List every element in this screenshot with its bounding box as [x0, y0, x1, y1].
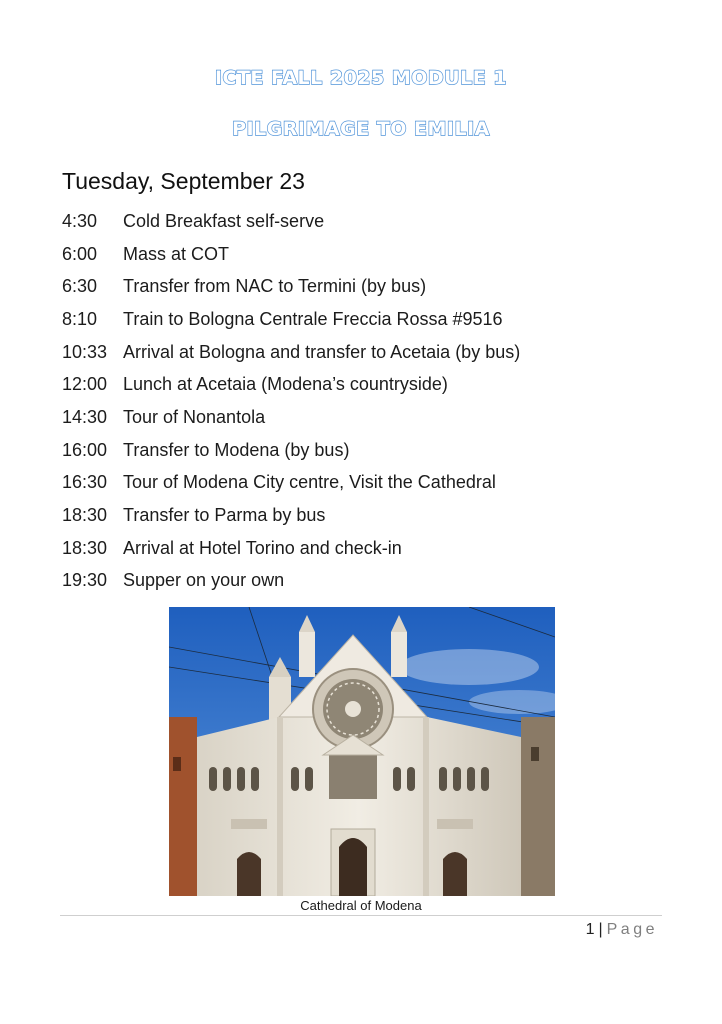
schedule-time: 6:00 — [62, 243, 98, 264]
schedule-time: 12:00 — [62, 374, 108, 395]
footer-divider — [60, 915, 662, 916]
schedule-row — [62, 368, 520, 401]
schedule-activity: Tour of Nonantola — [123, 406, 266, 427]
schedule-activity: Transfer to Modena (by bus) — [123, 439, 350, 460]
schedule-row — [62, 238, 520, 271]
document-title: ICTE FALL 2025 MODULE 1 — [214, 67, 508, 89]
schedule-activity: Supper on your own — [123, 570, 285, 591]
document-subtitle: PILGRIMAGE TO EMILIA — [232, 118, 490, 140]
schedule-row — [62, 303, 520, 336]
schedule-time: 14:30 — [62, 406, 108, 427]
schedule-time: 19:30 — [62, 570, 108, 591]
schedule-row — [62, 565, 520, 598]
schedule-row — [62, 434, 520, 467]
schedule-time: 8:10 — [62, 308, 98, 329]
schedule-time: 18:30 — [62, 537, 108, 558]
schedule-row — [62, 467, 520, 500]
schedule-row — [62, 401, 520, 434]
schedule-row — [62, 270, 520, 303]
schedule-time: 6:30 — [62, 276, 98, 297]
photo-caption: Cathedral of Modena — [300, 898, 422, 913]
page-footer — [586, 921, 658, 939]
schedule-activity: Arrival at Bologna and transfer to Acetaia (by bus) — [123, 341, 521, 362]
day-heading: Tuesday, September 23 — [62, 168, 305, 194]
schedule-time: 18:30 — [62, 505, 108, 526]
page-separator: | — [598, 921, 603, 938]
schedule-activity: Transfer to Parma by bus — [123, 505, 326, 526]
schedule-activity: Transfer from NAC to Termini (by bus) — [123, 276, 427, 297]
schedule-list — [62, 205, 520, 597]
schedule-activity: Train to Bologna Centrale Freccia Rossa #9516 — [123, 308, 503, 329]
page-number: 1 — [585, 921, 595, 938]
schedule-activity: Arrival at Hotel Torino and check-in — [123, 537, 402, 558]
schedule-activity: Cold Breakfast self-serve — [123, 210, 325, 231]
schedule-activity: Tour of Modena City centre, Visit the Cathedral — [123, 472, 496, 493]
schedule-time: 10:33 — [62, 341, 108, 362]
schedule-row — [62, 336, 520, 369]
page-label: Page — [606, 921, 658, 938]
schedule-time: 4:30 — [62, 210, 98, 231]
schedule-row — [62, 499, 520, 532]
schedule-row — [62, 205, 520, 238]
schedule-activity: Mass at COT — [123, 243, 230, 264]
schedule-row — [62, 532, 520, 565]
schedule-activity: Lunch at Acetaia (Modena’s countryside) — [123, 374, 448, 395]
schedule-time: 16:30 — [62, 472, 108, 493]
cathedral-photo — [169, 607, 555, 896]
schedule-time: 16:00 — [62, 439, 108, 460]
